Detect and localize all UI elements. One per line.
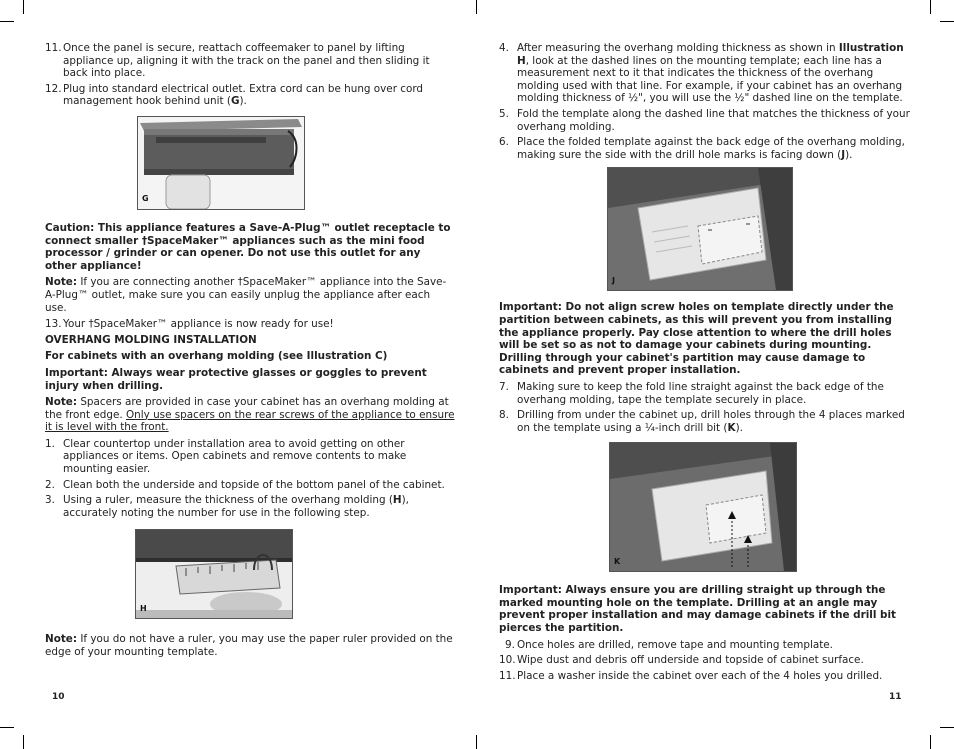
step-text: , look at the dashed lines on the mounting template; each line has a measurement next to it that indicates the thickness of the overhang molding used with that line. For example, if your cabinet has an overhang molding thickness of ½", you will use the ½" dashed line on the template. xyxy=(517,54,903,105)
section-heading: OVERHANG MOLDING INSTALLATION xyxy=(45,333,257,346)
figure-label: K xyxy=(614,556,621,566)
illustration-j xyxy=(607,167,793,291)
step-text: Place the folded template against the back edge of the overhang molding, making sure the side with the drill hole marks is facing down ( xyxy=(517,136,905,161)
crop-mark xyxy=(23,735,24,749)
step-text: ), accurately noting the number for use in the following step. xyxy=(63,494,409,519)
step-13 xyxy=(45,318,455,331)
illustration-h xyxy=(135,529,293,619)
note-ruler xyxy=(45,633,455,658)
subheading: For cabinets with an overhang molding (see Illustration C) xyxy=(45,350,388,363)
step-text: Clean both the underside and topside of the bottom panel of the cabinet. xyxy=(63,478,445,491)
figure-label: H xyxy=(140,603,147,613)
note-label: Note: xyxy=(45,276,78,289)
left-page xyxy=(45,42,455,663)
step-number: 5. xyxy=(499,107,509,120)
step-number: 13. xyxy=(45,318,62,331)
step-number: 8. xyxy=(499,409,509,422)
step-text: Clear countertop under installation area to avoid getting on other appliances or items. Open cabinets and remove contents to make mounting easier. xyxy=(63,437,407,476)
step-7 xyxy=(499,381,911,406)
illustration-k xyxy=(609,442,797,572)
note-connecting xyxy=(45,276,455,314)
step-number: 2. xyxy=(45,478,55,491)
step-number: 6. xyxy=(499,136,509,149)
step-text: Making sure to keep the fold line straight against the back edge of the overhang molding, tape the template securely in place. xyxy=(517,380,884,406)
ruler-measuring-image xyxy=(136,530,292,618)
note-spacers xyxy=(45,396,455,434)
figure-label: J xyxy=(612,275,615,285)
crop-mark xyxy=(0,727,14,728)
step-text: Once the panel is secure, reattach coffeemaker to panel by lifting appliance up, aligning it with the track on the panel and then sliding it back into place. xyxy=(63,42,430,80)
right-page xyxy=(499,42,911,685)
note-label: Note: xyxy=(45,396,78,409)
step-number: 11. xyxy=(499,669,516,682)
step-text: Place a washer inside the cabinet over each of the 4 holes you drilled. xyxy=(517,669,883,682)
note-text: If you do not have a ruler, you may use the paper ruler provided on the edge of your mounting template. xyxy=(45,633,453,659)
step-text: Using a ruler, measure the thickness of the overhang molding ( xyxy=(63,494,393,507)
note-text: Spacers are provided in case your cabinet has an overhang molding at the front edge. xyxy=(45,396,449,421)
important-text: Important: Do not align screw holes on template directly under the partition between cabinets, as this will prevent you from installing the appliance properly. Pay close attention to where the drill holes will be set so as not to damage your cabinets during mounting. Drilling through your cabinet's partition may cause damage to cabinets and prevent proper installation. xyxy=(499,301,894,377)
note-label: Note: xyxy=(45,633,78,646)
step-8 xyxy=(499,409,911,434)
important-text: Important: Always ensure you are drilling straight up through the marked mounting hole on the template. Drilling at an angle may prevent proper installation and may damage cabinets if the drill bit pierces the partition. xyxy=(499,584,896,635)
step-11-right xyxy=(499,670,911,683)
figure-ref: Illustration H xyxy=(517,42,904,67)
illustration-g xyxy=(137,116,305,210)
drilling-holes-image xyxy=(610,443,796,571)
step-12 xyxy=(45,83,455,108)
step-2 xyxy=(45,479,455,492)
step-text: After measuring the overhang molding thickness as shown in xyxy=(517,42,839,54)
step-6 xyxy=(499,136,911,161)
figure-ref: H xyxy=(392,494,402,507)
step-number: 1. xyxy=(45,437,55,450)
figure-ref: J xyxy=(841,148,846,161)
step-number: 11. xyxy=(45,42,62,54)
caution-text: Caution: This appliance features a Save-A-Plug™ outlet receptacle to connect smaller †SpaceMaker™ appliances such as the mini food processor / grinder or can opener. Do not use this outlet for any other appliance! xyxy=(45,221,451,272)
step-text: ). xyxy=(735,421,743,434)
crop-mark xyxy=(0,21,14,22)
crop-mark xyxy=(930,0,931,14)
step-5 xyxy=(499,108,911,133)
step-11 xyxy=(45,42,455,80)
center-mark xyxy=(476,735,477,749)
step-number: 4. xyxy=(499,42,509,54)
template-taped-under-cabinet-image xyxy=(608,168,792,290)
step-text: Once holes are drilled, remove tape and mounting template. xyxy=(517,638,833,651)
step-number: 10. xyxy=(499,654,516,667)
step-number: 7. xyxy=(499,380,509,393)
crop-mark xyxy=(940,727,954,728)
step-4 xyxy=(499,42,911,105)
page-number-right: 11 xyxy=(889,692,902,702)
step-number: 3. xyxy=(45,494,55,507)
step-text: ). xyxy=(239,95,247,108)
step-10 xyxy=(499,654,911,667)
figure-ref: K xyxy=(727,421,736,434)
important-text: Important: Always wear protective glasses or goggles to prevent injury when drilling. xyxy=(45,366,427,392)
step-text: Drilling from under the cabinet up, drill holes through the 4 places marked on the template using a ¼-inch drill bit ( xyxy=(517,409,905,434)
center-mark xyxy=(476,0,477,14)
step-text: ). xyxy=(845,148,853,161)
step-text: Fold the template along the dashed line that matches the thickness of your overhang molding. xyxy=(517,107,910,133)
step-text: Wipe dust and debris off underside and topside of cabinet surface. xyxy=(517,654,864,667)
note-text: If you are connecting another †SpaceMaker™ appliance into the Save-A-Plug™ outlet, make sure you can easily unplug the appliance after each use. xyxy=(45,276,447,314)
crop-mark xyxy=(23,0,24,14)
step-text: Plug into standard electrical outlet. Extra cord can be hung over cord management hook behind unit ( xyxy=(63,82,424,108)
note-underlined-text: Only use spacers on the rear screws of the appliance to ensure it is level with the front. xyxy=(45,408,455,434)
step-3 xyxy=(45,494,455,519)
step-number: 12. xyxy=(45,82,62,95)
page-number-left: 10 xyxy=(52,692,65,702)
coffeemaker-under-cabinet-image xyxy=(138,117,304,209)
step-text: Your †SpaceMaker™ appliance is now ready for use! xyxy=(63,318,334,331)
crop-mark xyxy=(940,21,954,22)
figure-ref: G xyxy=(230,95,240,108)
figure-label: G xyxy=(142,194,149,204)
step-number: 9. xyxy=(505,638,515,651)
crop-mark xyxy=(930,735,931,749)
step-9 xyxy=(499,639,911,652)
step-1 xyxy=(45,438,455,476)
